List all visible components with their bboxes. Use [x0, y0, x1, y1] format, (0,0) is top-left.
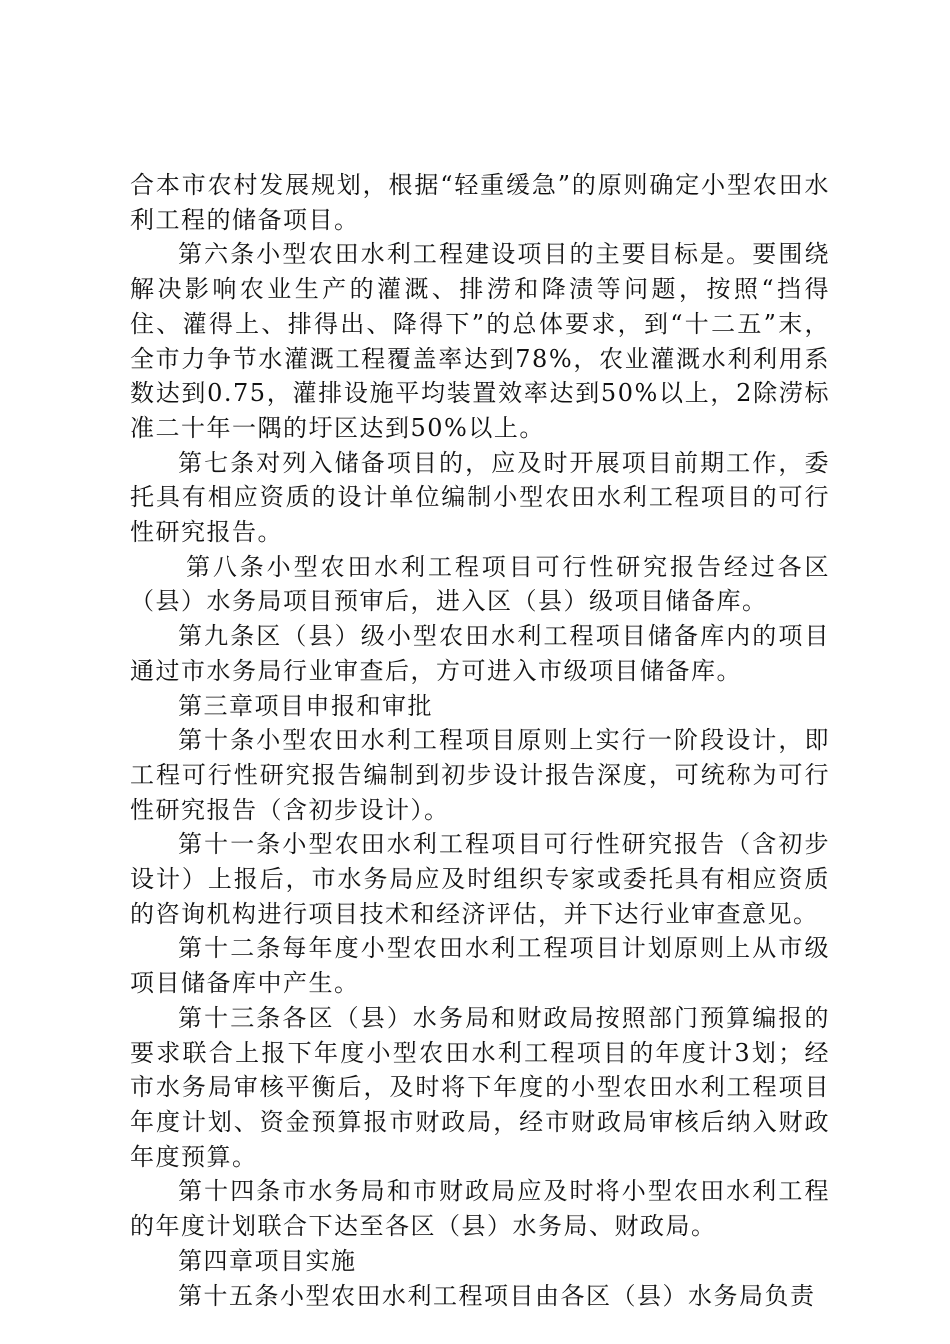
chapter-heading-4: 第四章项目实施 — [178, 1246, 357, 1275]
paragraph-article-14: 第十四条市水务局和市财政局应及时将小型农田水利工程的年度计划联合下达至各区（县）水务局、财政局。 — [130, 1177, 830, 1241]
paragraph-article-13: 第十三条各区（县）水务局和财政局按照部门预算编报的要求联合上报下年度小型农田水利工程项目的年度计3划；经市水务局审核平衡后，及时将下年度的小型农田水利工程项目年度计划、资金预算报市财政局，经市财政局审核后纳入财政年度预算。 — [130, 1003, 830, 1171]
paragraph-article-11: 第十一条小型农田水利工程项目可行性研究报告（含初步设计）上报后，市水务局应及时组织专家或委托具有相应资质的咨询机构进行项目技术和经济评估，并下达行业审查意见。 — [130, 830, 830, 928]
paragraph-article-6: 第六条小型农田水利工程建设项目的主要目标是。要围绕解决影响农业生产的灌溉、排涝和降渍等问题，按照“挡得住、灌得上、排得出、降得下”的总体要求，到“十二五”末，全市力争节水灌溉工程覆盖率达到78%，农业灌溉水利利用系数达到0.75，灌排设施平均装置效率达到50%以上，2除涝标准二十年一隅的圩区达到50%以上。 — [130, 240, 830, 442]
paragraph-article-8: 第八条小型农田水利工程项目可行性研究报告经过各区（县）水务局项目预审后，进入区（县）级项目储备库。 — [130, 552, 830, 616]
document-page — [130, 168, 830, 1313]
paragraph-article-9: 第九条区（县）级小型农田水利工程项目储备库内的项目通过市水务局行业审查后，方可进入市级项目储备库。 — [130, 622, 830, 685]
chapter-heading-3: 第三章项目申报和审批 — [178, 691, 433, 720]
paragraph-article-15: 第十五条小型农田水利工程项目由各区（县）水务局负责 — [178, 1281, 816, 1310]
paragraph-article-10: 第十条小型农田水利工程项目原则上实行一阶段设计，即工程可行性研究报告编制到初步设计报告深度，可统称为可行性研究报告（含初步设计）。 — [130, 726, 830, 824]
paragraph-continuation: 合本市农村发展规划，根据“轻重缓急”的原则确定小型农田水利工程的储备项目。 — [130, 171, 830, 234]
paragraph-article-7: 第七条对列入储备项目的，应及时开展项目前期工作，委托具有相应资质的设计单位编制小型农田水利工程项目的可行性研究报告。 — [130, 448, 830, 547]
paragraph-article-12: 第十二条每年度小型农田水利工程项目计划原则上从市级项目储备库中产生。 — [130, 934, 830, 998]
